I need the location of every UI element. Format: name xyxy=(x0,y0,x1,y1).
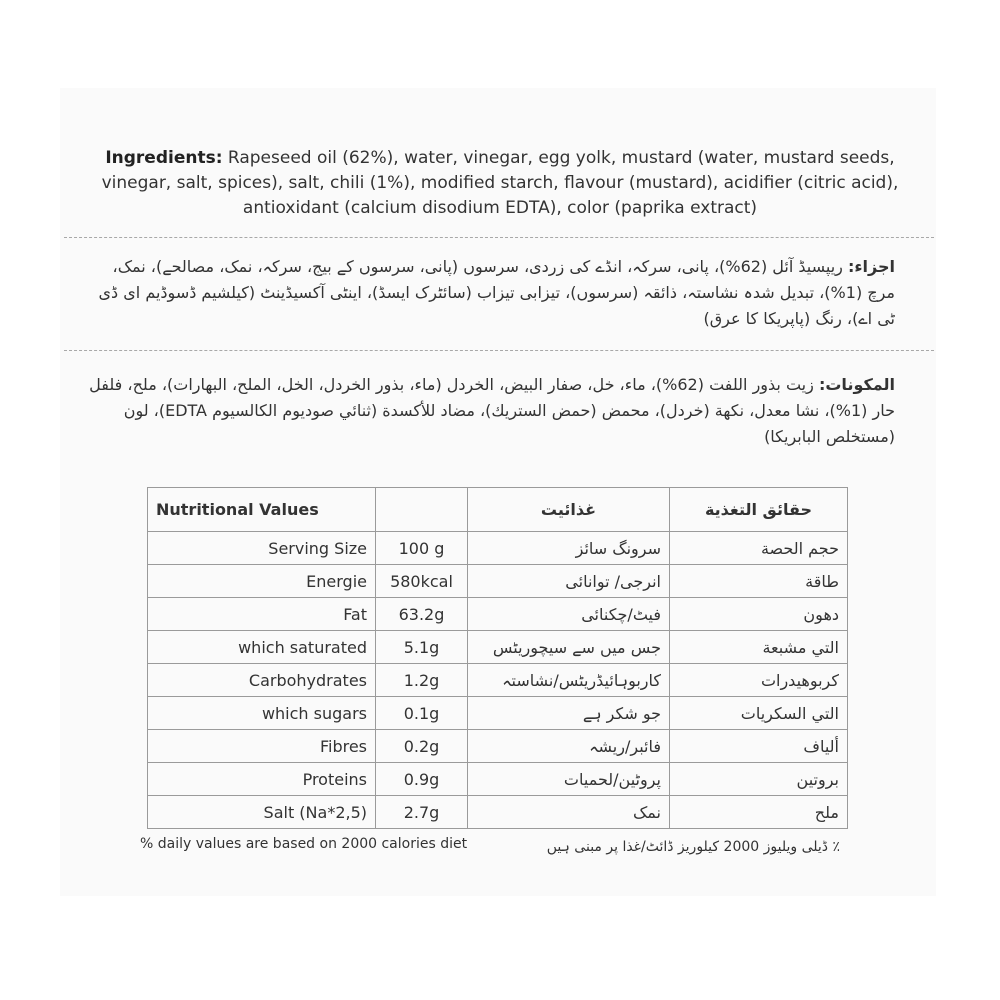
row-label-arabic: كربوهيدرات xyxy=(670,664,848,697)
row-label-arabic: طاقة xyxy=(670,565,848,598)
row-label: Fat xyxy=(148,598,376,631)
row-label: which sugars xyxy=(148,697,376,730)
row-label: Fibres xyxy=(148,730,376,763)
divider xyxy=(64,237,934,238)
row-label-arabic: ملح xyxy=(670,796,848,829)
row-label-urdu: نمک xyxy=(468,796,670,829)
row-label-arabic: دهون xyxy=(670,598,848,631)
divider xyxy=(64,350,934,351)
row-label-urdu: فائبر/ریشہ xyxy=(468,730,670,763)
ingredients-arabic-text: زيت بذور اللفت (62%)، ماء، خل، صفار البيض، الخردل (ماء، بذور الخردل، الخل، الملح، البهارات)، ملح، فلفل حار (1%)، نشا معدل، نكهة (خردل)، محمض (حمض الستريك)، مضاد للأكسدة (ثنائي صوديوم الكالسيوم EDTA)، لون (مستخلص البابريكا) xyxy=(89,375,895,446)
row-value: 0.9g xyxy=(376,763,468,796)
urdu-header: غذائیت xyxy=(468,488,670,532)
ingredients-arabic xyxy=(80,372,895,450)
ingredients-label: Ingredients: xyxy=(105,148,223,168)
row-value: 0.2g xyxy=(376,730,468,763)
row-label: which saturated xyxy=(148,631,376,664)
row-value: 100 g xyxy=(376,532,468,565)
table-row xyxy=(148,631,848,664)
value-header xyxy=(376,488,468,532)
ingredients-urdu-text: ریپسیڈ آئل (62%)، پانی، سرکہ، انڈے کی زردی، سرسوں (پانی، سرسوں کے بیج، سرکہ، نمک، مصالحے)، نمک، مرچ (1%)، تبدیل شدہ نشاستہ، ذائقہ (سرسوں)، تیزابی تیزاب (سائٹرک ایسڈ)، اینٹی آکسیڈینٹ (کیلشیم ڈسوڈیم ای ڈی ٹی اے)، رنگ (پاپریکا کا عرق) xyxy=(98,257,895,328)
row-value: 0.1g xyxy=(376,697,468,730)
row-label-arabic: ألياف xyxy=(670,730,848,763)
ingredients-urdu-label: اجزاء: xyxy=(847,257,895,276)
row-value: 580kcal xyxy=(376,565,468,598)
row-value: 2.7g xyxy=(376,796,468,829)
row-value: 5.1g xyxy=(376,631,468,664)
table-row xyxy=(148,763,848,796)
row-label-arabic: التي السكريات xyxy=(670,697,848,730)
row-label-urdu: جس میں سے سیچوریٹس xyxy=(468,631,670,664)
row-label: Carbohydrates xyxy=(148,664,376,697)
row-label-arabic: التي مشبعة xyxy=(670,631,848,664)
arabic-header: حقائق التغذية xyxy=(670,488,848,532)
row-label: Energie xyxy=(148,565,376,598)
ingredients-english xyxy=(100,146,900,221)
row-label-arabic: حجم الحصة xyxy=(670,532,848,565)
row-label-urdu: جو شکر ہے xyxy=(468,697,670,730)
ingredients-urdu xyxy=(80,254,895,332)
table-row xyxy=(148,598,848,631)
row-label: Serving Size xyxy=(148,532,376,565)
table-row xyxy=(148,697,848,730)
nutrition-title: Nutritional Values xyxy=(148,488,376,532)
row-label-urdu: انرجی/ توانائی xyxy=(468,565,670,598)
row-value: 63.2g xyxy=(376,598,468,631)
row-label: Salt (Na*2,5) xyxy=(148,796,376,829)
row-label-arabic: بروتين xyxy=(670,763,848,796)
table-row xyxy=(148,565,848,598)
row-label-urdu: کاربوہائیڈریٹس/نشاستہ xyxy=(468,664,670,697)
row-value: 1.2g xyxy=(376,664,468,697)
ingredients-text: Rapeseed oil (62%), water, vinegar, egg yolk, mustard (water, mustard seeds, vinegar, salt, spices), salt, chili (1%), modified starch, flavour (mustard), acidifier (citric acid), antioxidant (calcium disodium EDTA), color (paprika extract) xyxy=(101,148,899,218)
row-label: Proteins xyxy=(148,763,376,796)
footnote-english: % daily values are based on 2000 calories diet xyxy=(140,836,468,852)
table-row xyxy=(148,532,848,565)
table-row xyxy=(148,796,848,829)
nutrition-header-row xyxy=(148,488,848,532)
row-label-urdu: فیٹ/چکنائی xyxy=(468,598,670,631)
nutrition-table xyxy=(147,487,848,829)
row-label-urdu: پروٹین/لحمیات xyxy=(468,763,670,796)
table-row xyxy=(148,664,848,697)
footnote-urdu: ٪ ڈیلی ویلیوز 2000 کیلوریز ڈائٹ/غذا پر مبنی ہیں xyxy=(546,839,840,855)
ingredients-arabic-label: المكونات: xyxy=(818,375,895,394)
table-row xyxy=(148,730,848,763)
row-label-urdu: سرونگ سائز xyxy=(468,532,670,565)
